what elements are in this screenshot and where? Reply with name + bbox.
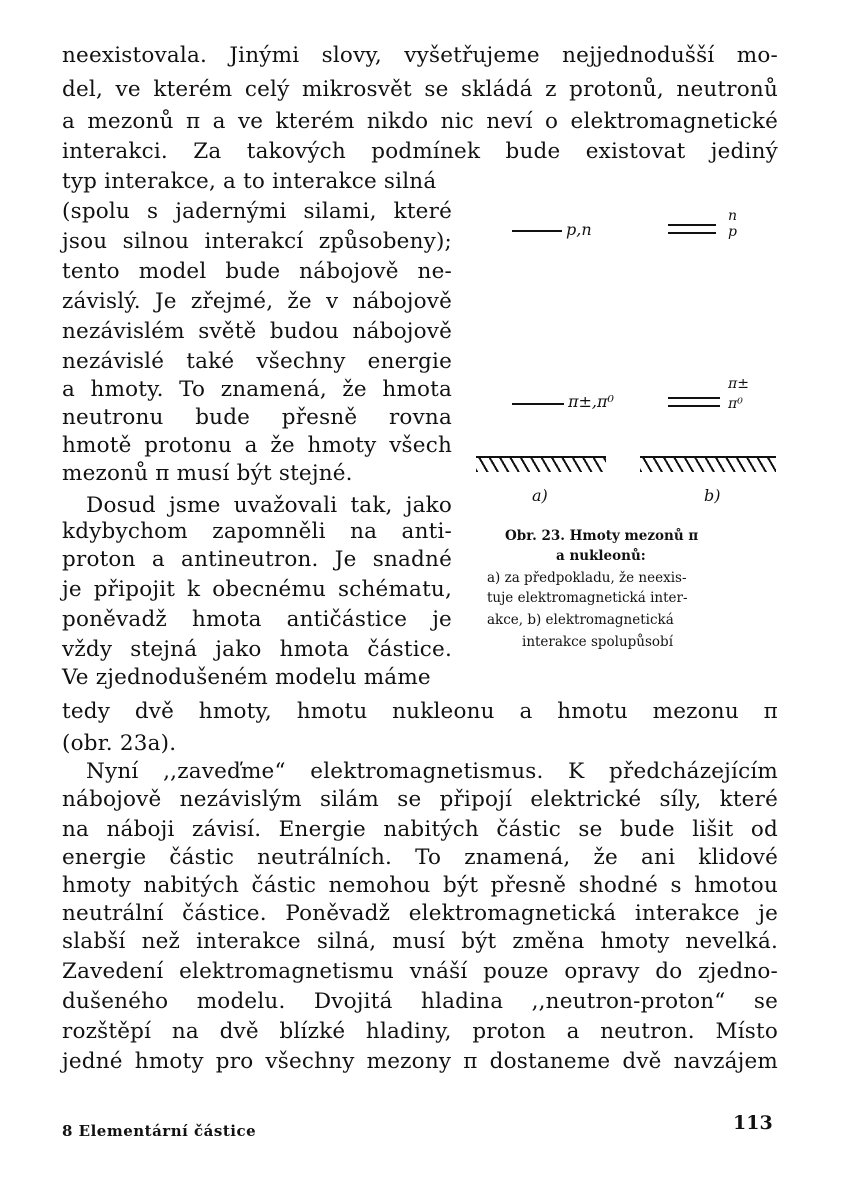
text-line: Ve zjednodušeném modelu máme bbox=[62, 665, 431, 690]
text-line: del, ve kterém celý mikrosvět se skládá z protonů, neutronů bbox=[62, 77, 778, 102]
text-line: dušeného modelu. Dvojitá hladina ,,neutron-proton“ se bbox=[62, 989, 778, 1014]
text-line: (obr. 23a). bbox=[62, 731, 177, 756]
figure-caption-line: interakce spolupůsobí bbox=[522, 634, 674, 650]
neutron-level-b bbox=[668, 224, 716, 226]
text-line: rozštěpí na dvě blízké hladiny, proton a neutron. Místo bbox=[62, 1019, 778, 1044]
figure-caption-line: a nukleonů: bbox=[556, 548, 646, 564]
text-line: typ interakce, a to interakce silná bbox=[62, 169, 437, 194]
text-line: mezonů π musí být stejné. bbox=[62, 461, 353, 486]
text-line: jedné hmoty pro všechny mezony π dostaneme dvě navzájem bbox=[62, 1049, 778, 1074]
text-line: Nyní ,,zaveďme“ elektromagnetismus. K předcházejícím bbox=[86, 759, 778, 784]
proton-level-b bbox=[668, 232, 716, 234]
meson-level-a bbox=[512, 403, 564, 405]
text-line: kdybychom zapomněli na anti- bbox=[62, 519, 452, 544]
text-line: neutrální částice. Poněvadž elektromagnetická interakce je bbox=[62, 901, 778, 926]
panel-label-b: b) bbox=[704, 486, 721, 505]
text-line: proton a antineutron. Je snadné bbox=[62, 547, 452, 572]
footer-section-title: 8 Elementární částice bbox=[62, 1122, 257, 1140]
page-number: 113 bbox=[733, 1112, 773, 1134]
text-line: neutronu bude přesně rovna bbox=[62, 405, 452, 430]
figure-caption-line: akce, b) elektromagnetická bbox=[487, 612, 674, 628]
text-line: závislý. Je zřejmé, že v nábojově bbox=[62, 289, 452, 314]
text-line: vždy stejná jako hmota částice. bbox=[62, 637, 452, 662]
text-line: tento model bude nábojově ne- bbox=[62, 259, 452, 284]
ground-hatch-b bbox=[640, 458, 776, 472]
text-line: Dosud jsme uvažovali tak, jako bbox=[86, 493, 452, 518]
text-line: hmotě protonu a že hmoty všech bbox=[62, 433, 452, 458]
text-line: na náboji závisí. Energie nabitých částic se bude lišit od bbox=[62, 817, 778, 842]
nucleon-label-a: p,n bbox=[566, 220, 592, 239]
figure-caption-line: tuje elektromagnetická inter- bbox=[487, 590, 688, 606]
text-line: a mezonů π a ve kterém nikdo nic neví o elektromagnetické bbox=[62, 109, 778, 134]
text-line: poněvadž hmota antičástice je bbox=[62, 607, 452, 632]
figure-caption-title: Obr. 23. Hmoty mezonů π bbox=[505, 528, 699, 544]
figure-caption-line: a) za předpokladu, že neexis- bbox=[487, 570, 687, 586]
text-line: nábojově nezávislým silám se připojí elektrické síly, které bbox=[62, 787, 778, 812]
text-line: je připojit k obecnému schématu, bbox=[62, 577, 452, 602]
neutral-pion-level-b bbox=[668, 405, 720, 407]
neutral-pion-label-b: π⁰ bbox=[728, 396, 743, 412]
ground-hatch-a bbox=[476, 458, 606, 472]
meson-label-a: π±,π⁰ bbox=[568, 392, 614, 411]
text-line: jsou silnou interakcí způsobeny); bbox=[62, 229, 452, 254]
text-line: nezávislém světě budou nábojově bbox=[62, 319, 452, 344]
text-line: hmoty nabitých částic nemohou být přesně shodné s hmotou bbox=[62, 873, 778, 898]
text-line: energie částic neutrálních. To znamená, že ani klidové bbox=[62, 845, 778, 870]
proton-label-b: p bbox=[728, 224, 737, 240]
neutron-label-b: n bbox=[728, 208, 738, 224]
nucleon-level-a bbox=[512, 230, 562, 232]
text-line: nezávislé také všechny energie bbox=[62, 349, 452, 374]
text-line: neexistovala. Jinými slovy, vyšetřujeme nejjednodušší mo- bbox=[62, 43, 778, 68]
text-line: slabší než interakce silná, musí být změna hmoty nevelká. bbox=[62, 929, 778, 954]
text-line: (spolu s jadernými silami, které bbox=[62, 199, 452, 224]
text-line: Zavedení elektromagnetismu vnáší pouze opravy do zjedno- bbox=[62, 959, 778, 984]
charged-pion-level-b bbox=[668, 397, 720, 399]
panel-label-a: a) bbox=[532, 486, 548, 505]
text-line: a hmoty. To znamená, že hmota bbox=[62, 377, 452, 402]
charged-pion-label-b: π± bbox=[728, 376, 749, 392]
text-line: tedy dvě hmoty, hmotu nukleonu a hmotu mezonu π bbox=[62, 699, 778, 724]
text-line: interakci. Za takových podmínek bude existovat jediný bbox=[62, 139, 778, 164]
